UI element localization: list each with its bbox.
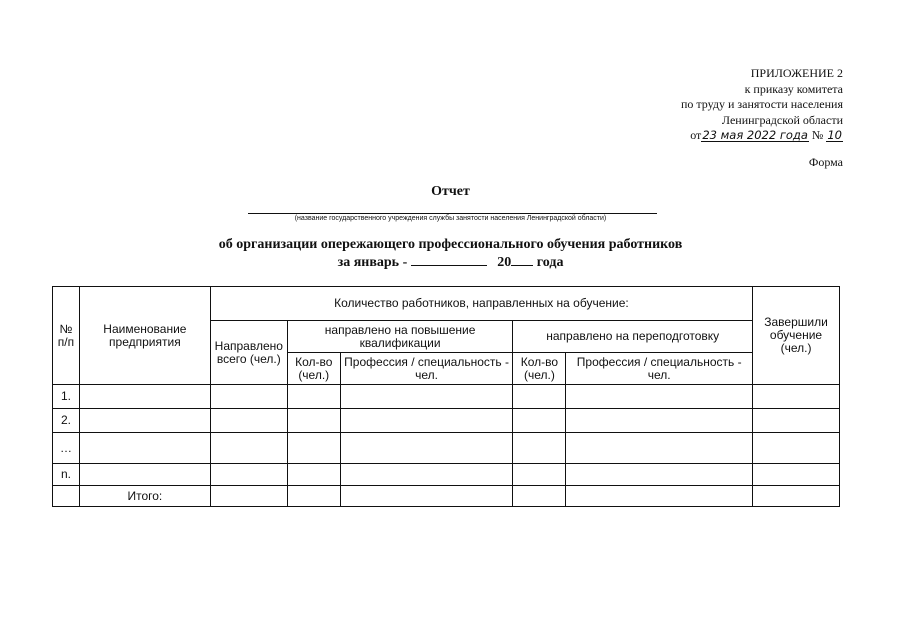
org-name-caption: (название государственного учреждения службы занятости населения Ленинградской области) xyxy=(294,215,607,222)
table-cell xyxy=(79,409,210,433)
appendix-line-order: к приказу комитета xyxy=(744,81,843,96)
period-prefix: за январь - xyxy=(337,255,408,270)
subtitle-line-1: об организации опережающего профессионального обучения работников xyxy=(218,237,683,252)
table-cell xyxy=(210,409,287,433)
period-month-blank xyxy=(411,253,487,266)
order-date-prefix: от xyxy=(690,128,702,142)
header-workers-sent-group: Количество работников, направленных на обучение: xyxy=(210,287,752,321)
table-cell xyxy=(210,486,287,507)
table-cell xyxy=(513,486,566,507)
header-completed: Завершили обучение (чел.) xyxy=(753,287,840,385)
table-cell xyxy=(753,464,840,486)
table-cell xyxy=(566,409,753,433)
table-cell xyxy=(287,385,340,409)
row-number: … xyxy=(53,433,80,464)
header-total-sent: Направлено всего (чел.) xyxy=(210,321,287,385)
table-cell xyxy=(340,464,513,486)
table-cell xyxy=(287,433,340,464)
table-cell xyxy=(566,486,753,507)
table-cell xyxy=(753,433,840,464)
table-row xyxy=(53,385,840,409)
table-cell xyxy=(340,486,513,507)
form-label: Форма xyxy=(808,155,843,169)
table-cell xyxy=(210,433,287,464)
document-title: Отчет xyxy=(431,184,470,199)
report-table xyxy=(52,286,840,507)
table-cell xyxy=(513,433,566,464)
table-cell xyxy=(79,464,210,486)
header-retraining-group: направлено на переподготовку xyxy=(513,321,753,353)
header-qualification-profession: Профессия / специальность - чел. xyxy=(340,353,513,385)
org-name-blank-line xyxy=(248,213,657,214)
table-cell xyxy=(566,464,753,486)
table-cell xyxy=(753,385,840,409)
table-header-row-1 xyxy=(53,287,840,321)
table-cell xyxy=(513,464,566,486)
table-cell xyxy=(210,385,287,409)
appendix-title: ПРИЛОЖЕНИЕ 2 xyxy=(750,66,843,80)
table-cell xyxy=(753,409,840,433)
table-cell xyxy=(79,385,210,409)
table-total-row xyxy=(53,486,840,507)
appendix-line-region: Ленинградской области xyxy=(721,112,843,127)
table-cell xyxy=(340,385,513,409)
order-number-handwritten: 10 xyxy=(827,128,842,142)
year-prefix: 20 xyxy=(497,255,512,270)
period-year-blank xyxy=(511,253,533,266)
total-label: Итого: xyxy=(79,486,210,507)
header-qualification-group: направлено на повышение квалификации xyxy=(287,321,513,353)
table-cell xyxy=(340,433,513,464)
table-cell xyxy=(287,464,340,486)
header-enterprise-name: Наименование предприятия xyxy=(79,287,210,385)
order-number-sign: № xyxy=(811,128,824,142)
header-retraining-qty: Кол-во (чел.) xyxy=(513,353,566,385)
header-qualification-qty: Кол-во (чел.) xyxy=(287,353,340,385)
table-cell xyxy=(287,409,340,433)
appendix-header xyxy=(681,66,843,144)
table-cell xyxy=(210,464,287,486)
year-suffix: года xyxy=(536,255,564,270)
table-cell xyxy=(566,433,753,464)
row-number: 2. xyxy=(53,409,80,433)
appendix-line-committee: по труду и занятости населения xyxy=(680,97,843,111)
row-number: 1. xyxy=(53,385,80,409)
subtitle-line-2 xyxy=(0,253,901,271)
header-number: № п/п xyxy=(53,287,80,385)
table-row xyxy=(53,409,840,433)
order-date-line xyxy=(681,128,843,144)
table-cell xyxy=(566,385,753,409)
header-retraining-profession: Профессия / специальность - чел. xyxy=(566,353,753,385)
table-cell xyxy=(513,385,566,409)
order-date-handwritten: 23 мая 2022 года xyxy=(702,128,808,142)
report-subtitle xyxy=(0,236,901,271)
table-row xyxy=(53,464,840,486)
table-cell xyxy=(513,409,566,433)
table-cell xyxy=(79,433,210,464)
table-cell xyxy=(53,486,80,507)
table-cell xyxy=(287,486,340,507)
table-cell xyxy=(753,486,840,507)
row-number: n. xyxy=(53,464,80,486)
table-row xyxy=(53,433,840,464)
table-cell xyxy=(340,409,513,433)
